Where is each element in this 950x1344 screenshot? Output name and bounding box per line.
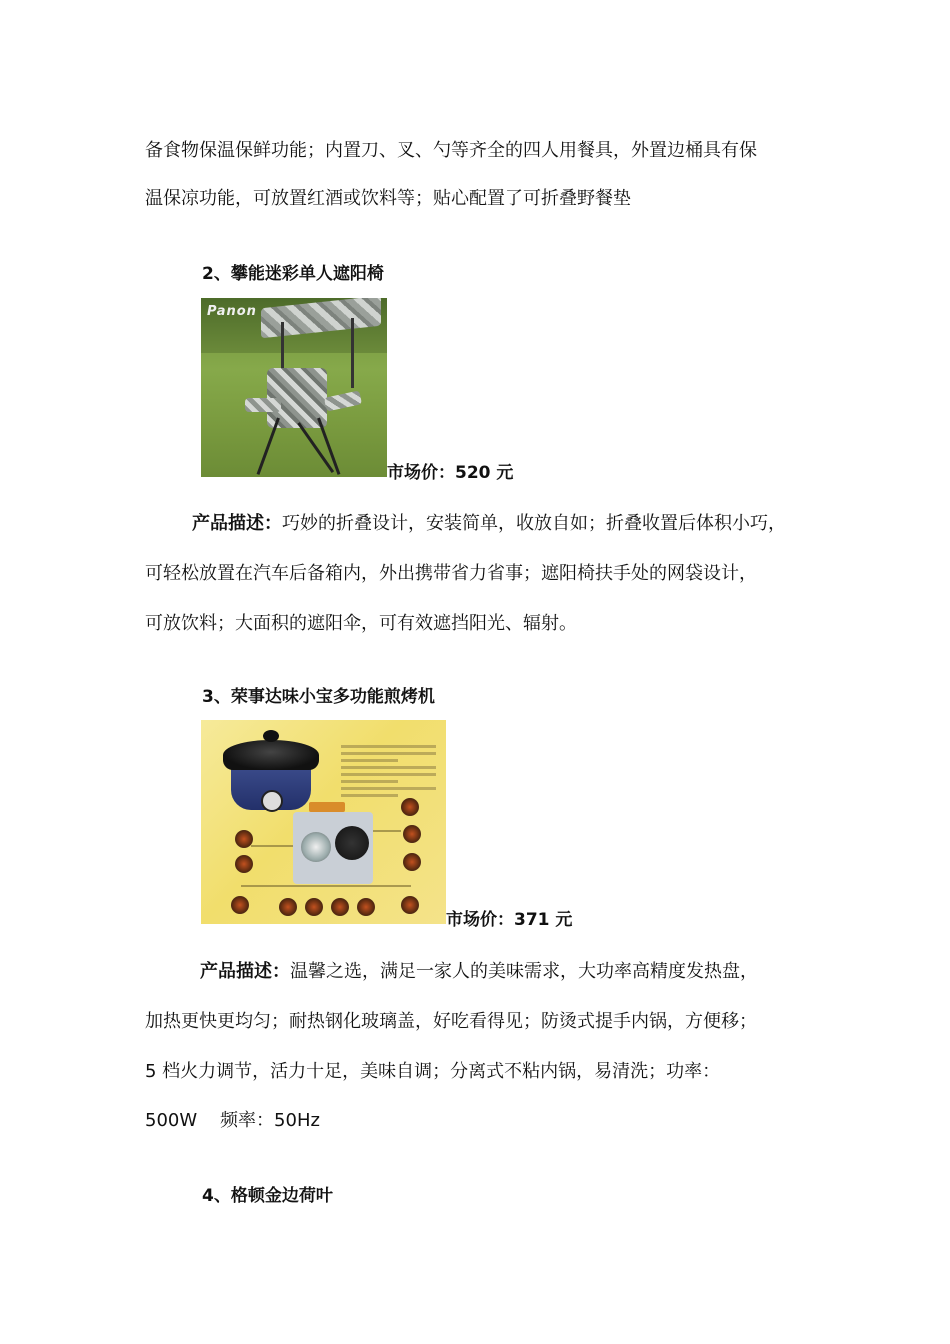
desc-grill-line-4: 500W 频率：50Hz [145,1110,320,1131]
food-dish [279,898,297,916]
desc-chair-line-1 [192,512,786,536]
brand-logo: Panon [207,304,257,319]
grill-lid-knob [263,730,279,742]
chair-armrest-left [245,398,281,412]
intro-line-2: 温保凉功能，可放置红酒或饮料等；贴心配置了可折叠野餐垫 [145,188,631,209]
item-heading-chair: 2、攀能迷彩单人遮阳椅 [202,264,384,284]
price-chair: 市场价：520 元 [387,463,514,483]
desc-chair-line-2: 可轻松放置在汽车后备箱内，外出携带省力省事；遮阳椅扶手处的网袋设计， [145,563,757,584]
desc-chair-line-3: 可放饮料；大面积的遮阳伞，可有效遮挡阳光、辐射。 [145,613,577,634]
food-dish [357,898,375,916]
desc-text: 巧妙的折叠设计，安装简单，收放自如；折叠收置后体积小巧， [282,513,786,534]
desc-grill-line-2: 加热更快更均匀；耐热钢化玻璃盖，好吃看得见；防烫式提手内锅，方便移； [145,1011,757,1032]
desc-grill-line-3: 5 档火力调节，活力十足，美味自调；分离式不粘内锅，易清洗；功率： [145,1061,721,1082]
chair-product-photo [201,298,387,477]
grill-accessories [293,812,373,884]
photo-label-tag [309,802,345,812]
grill-heat-dial [261,790,283,812]
food-dish [235,855,253,873]
desc-label: 产品描述： [192,513,282,534]
food-dish [235,830,253,848]
food-dish [403,825,421,843]
grill-pot-lid [223,740,319,770]
item-heading-plate: 4、格顿金边荷叶 [202,1186,333,1206]
food-dish [231,896,249,914]
chair-pole-right [351,318,354,388]
desc-grill-line-1 [200,960,758,984]
food-dish [401,798,419,816]
food-dish [331,898,349,916]
food-dish [403,853,421,871]
price-grill: 市场价：371 元 [446,910,573,930]
chair-armrest-right [324,390,362,411]
item-heading-grill: 3、荣事达味小宝多功能煎烤机 [202,687,435,707]
desc-text: 温馨之选，满足一家人的美味需求，大功率高精度发热盘， [290,961,758,982]
food-dish [401,896,419,914]
desc-label: 产品描述： [200,961,290,982]
food-dish [305,898,323,916]
intro-line-1: 备食物保温保鲜功能；内置刀、叉、勺等齐全的四人用餐具，外置边桶具有保 [145,140,757,161]
grill-product-photo [201,720,446,924]
photo-spec-text [341,745,436,815]
